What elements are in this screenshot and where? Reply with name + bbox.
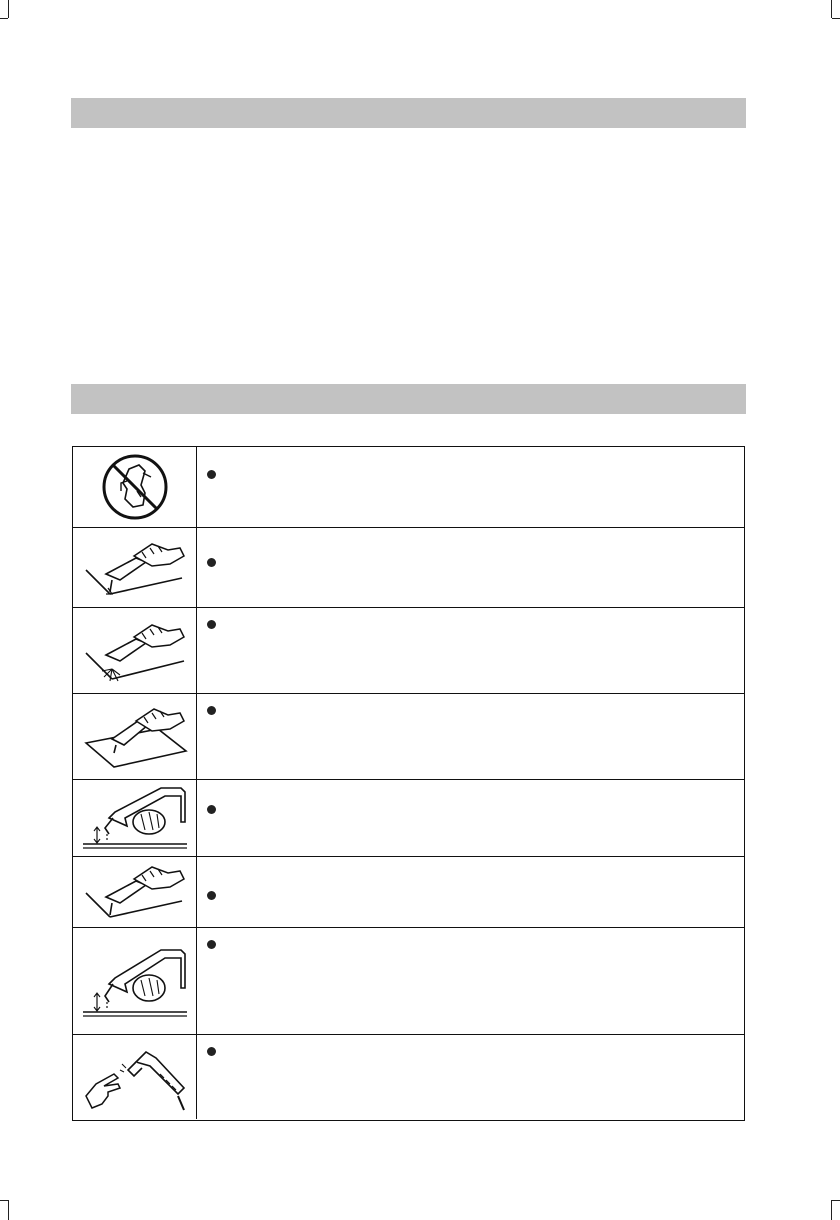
torch-cutting-plate-icon (80, 859, 190, 925)
crop-mark-top-left-h (0, 18, 8, 19)
icon-cell (73, 447, 197, 527)
crop-mark-bottom-right (831, 1200, 832, 1220)
table-row (73, 447, 744, 528)
bullet-icon (207, 470, 216, 479)
crop-mark-top-right-h (832, 18, 840, 19)
bullet-icon (207, 558, 216, 567)
table-row (73, 928, 744, 1035)
icon-cell (73, 857, 197, 927)
bullet-icon (207, 891, 216, 900)
crop-mark-bottom-left-h (0, 1200, 8, 1201)
table-row (73, 857, 744, 928)
bullet-icon (207, 940, 216, 949)
torch-sparks-icon (80, 613, 190, 689)
table-row (73, 694, 744, 780)
bullet-icon (207, 620, 216, 629)
icon-cell (73, 694, 197, 779)
text-cell (197, 857, 744, 927)
table-row (73, 528, 744, 608)
instruction-table (72, 446, 745, 1121)
icon-cell (73, 608, 197, 693)
table-row (73, 1035, 744, 1119)
text-cell (197, 928, 744, 1034)
bullet-icon (207, 1047, 216, 1056)
table-row (73, 780, 744, 857)
section-header-bar (71, 98, 746, 128)
text-cell (197, 780, 744, 856)
crop-mark-bottom-left (8, 1200, 9, 1220)
no-grip-torch-icon (99, 451, 171, 523)
crop-mark-top-left (8, 0, 9, 18)
text-cell (197, 1035, 744, 1119)
icon-cell (73, 1035, 197, 1119)
bullet-icon (207, 805, 216, 814)
torch-cutting-plate-icon (80, 532, 190, 604)
icon-cell (73, 528, 197, 607)
finger-touch-torch-icon (80, 1040, 190, 1114)
text-cell (197, 608, 744, 693)
torch-standoff-height-icon (79, 940, 191, 1022)
section-header-bar (71, 384, 746, 414)
torch-flat-plate-icon (80, 701, 190, 773)
table-row (73, 608, 744, 694)
bullet-icon (207, 706, 216, 715)
torch-standoff-height-icon (79, 782, 191, 854)
icon-cell (73, 780, 197, 856)
text-cell (197, 694, 744, 779)
text-cell (197, 447, 744, 527)
crop-mark-bottom-right-h (832, 1200, 840, 1201)
icon-cell (73, 928, 197, 1034)
text-cell (197, 528, 744, 607)
crop-mark-top-right (831, 0, 832, 18)
